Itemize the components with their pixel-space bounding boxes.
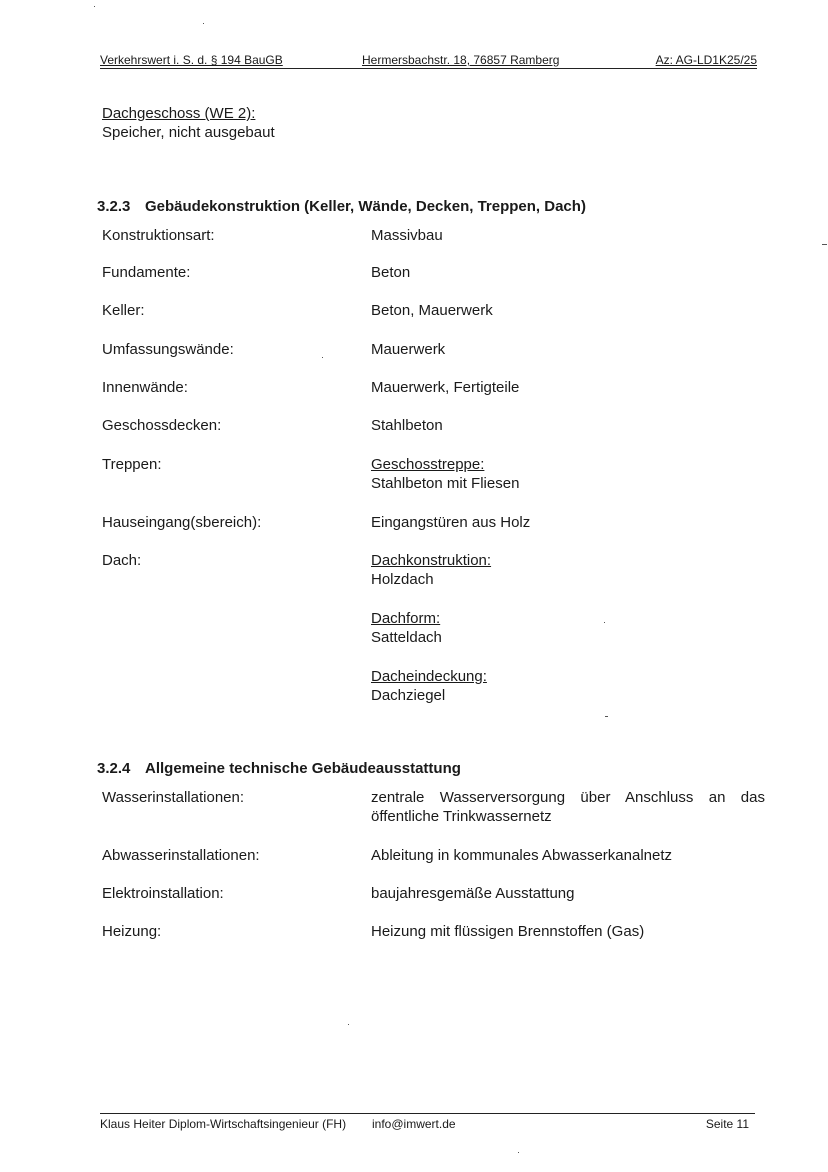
section-title: Allgemeine technische Gebäudeausstattung <box>145 760 461 777</box>
scan-speck <box>518 1152 519 1153</box>
label-fundamente: Fundamente: <box>102 264 191 281</box>
section-number: 3.2.4 <box>97 760 131 777</box>
value-line-2: öffentliche Trinkwassernetz <box>371 808 552 825</box>
value-abwasserinstallationen: Ableitung in kommunales Abwasserkanalnetz <box>371 847 673 864</box>
page-header <box>100 53 757 69</box>
value-keller: Beton, Mauerwerk <box>371 302 493 319</box>
scan-speck <box>203 23 204 24</box>
roof-construction-value: Holzdach <box>371 571 434 588</box>
label-umfassungswaende: Umfassungswände: <box>102 341 234 358</box>
attic-text: Speicher, nicht ausgebaut <box>102 124 275 141</box>
value-konstruktionsart: Massivbau <box>371 227 443 244</box>
header-valuation-basis: Verkehrswert i. S. d. § 194 BauGB <box>100 53 283 67</box>
header-case-number: Az: AG-LD1K25/25 <box>655 53 757 67</box>
roof-covering-title: Dacheindeckung: <box>371 668 487 685</box>
label-hauseingang: Hauseingang(sbereich): <box>102 514 262 531</box>
label-elektroinstallation: Elektroinstallation: <box>102 885 224 902</box>
scan-speck <box>322 357 323 358</box>
value-hauseingang: Eingangstüren aus Holz <box>371 514 531 531</box>
value-innenwaende: Mauerwerk, Fertigteile <box>371 379 520 396</box>
value-heizung: Heizung mit flüssigen Brennstoffen (Gas) <box>371 923 645 940</box>
section-title: Gebäudekonstruktion (Keller, Wände, Decken, Treppen, Dach) <box>145 198 586 215</box>
label-keller: Keller: <box>102 302 145 319</box>
section-heading-324 <box>97 760 461 777</box>
label-treppen: Treppen: <box>102 456 162 473</box>
section-heading-323 <box>97 198 586 215</box>
value-fundamente: Beton <box>371 264 411 281</box>
attic-title: Dachgeschoss (WE 2): <box>102 105 256 122</box>
value-elektroinstallation: baujahresgemäße Ausstattung <box>371 885 575 902</box>
scan-speck <box>822 244 827 245</box>
label-wasserinstallationen: Wasserinstallationen: <box>102 789 245 806</box>
label-konstruktionsart: Konstruktionsart: <box>102 227 215 244</box>
footer-author: Klaus Heiter Diplom-Wirtschaftsingenieur (FH) <box>100 1117 347 1131</box>
value-umfassungswaende: Mauerwerk <box>371 341 446 358</box>
label-geschossdecken: Geschossdecken: <box>102 417 222 434</box>
scan-speck <box>348 1024 349 1025</box>
label-heizung: Heizung: <box>102 923 162 940</box>
footer-page-number: Seite 11 <box>705 1117 749 1131</box>
scan-speck <box>605 716 608 717</box>
header-address: Hermersbachstr. 18, 76857 Ramberg <box>362 53 560 67</box>
label-dach: Dach: <box>102 552 142 569</box>
scan-speck <box>94 6 95 7</box>
value-line-1: zentrale Wasserversorgung über Anschluss an das <box>371 789 765 806</box>
roof-shape-value: Satteldach <box>371 629 442 646</box>
label-abwasserinstallationen: Abwasserinstallationen: <box>102 847 260 864</box>
roof-shape-title: Dachform: <box>371 610 441 627</box>
section-number: 3.2.3 <box>97 198 131 215</box>
page-footer <box>100 1113 755 1132</box>
scan-speck <box>604 622 605 623</box>
value-wasserinstallationen <box>371 788 765 826</box>
roof-construction-title: Dachkonstruktion: <box>371 552 492 569</box>
value-geschossdecken: Stahlbeton <box>371 417 443 434</box>
value-treppen: Stahlbeton mit Fliesen <box>371 475 520 492</box>
roof-covering-value: Dachziegel <box>371 687 446 704</box>
footer-email: info@imwert.de <box>372 1117 456 1131</box>
label-innenwaende: Innenwände: <box>102 379 188 396</box>
treppen-subtitle: Geschosstreppe: <box>371 456 485 473</box>
